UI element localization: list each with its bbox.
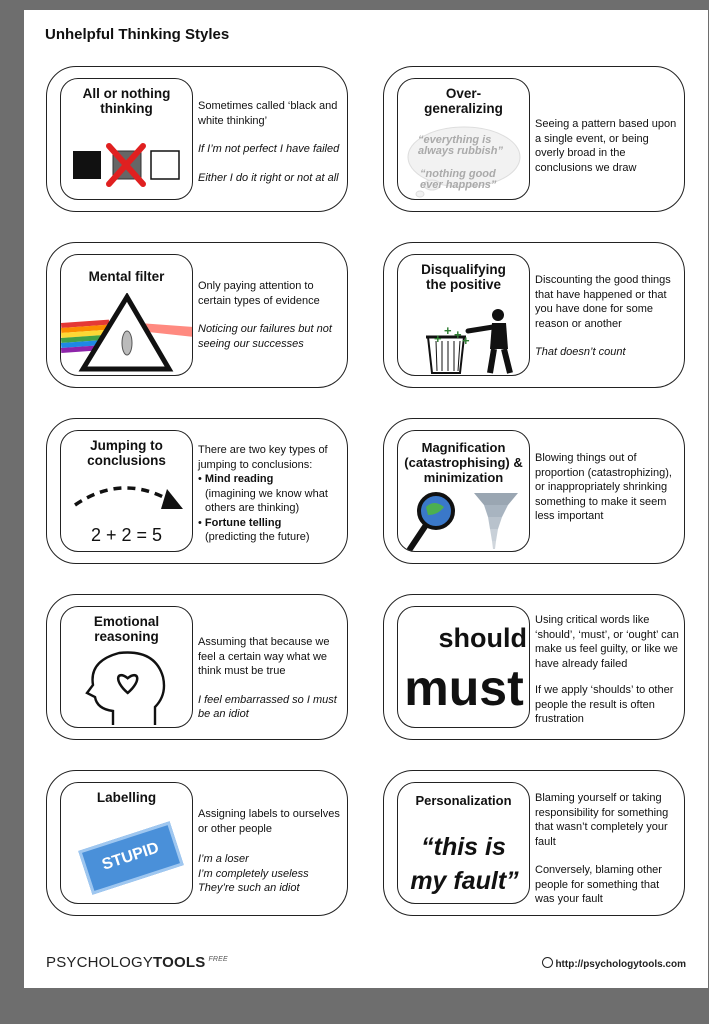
bullet-heading: Fortune telling xyxy=(204,516,282,529)
card-personalization xyxy=(383,770,685,916)
card-description xyxy=(535,613,681,735)
card-example: I’m completely useless xyxy=(198,867,309,880)
bullet-heading: Mind reading xyxy=(204,473,274,485)
card-title: Mental filter xyxy=(88,269,165,284)
quote-line-2: my fault” xyxy=(410,867,519,895)
card-image xyxy=(60,606,193,728)
bullet-list xyxy=(198,472,344,545)
card-image xyxy=(60,78,193,200)
card-description xyxy=(535,117,681,183)
card-description xyxy=(535,791,681,915)
card-description xyxy=(198,443,344,545)
must-word: must xyxy=(404,660,524,716)
card-text: Assigning labels to ourselves or other people xyxy=(198,808,340,835)
card-description xyxy=(198,99,344,193)
card-example: I feel embarrassed so I must be an idiot xyxy=(198,693,337,720)
plus-sign: + xyxy=(444,323,452,338)
card-text: Sometimes called ‘black and white thinking’ xyxy=(198,100,338,127)
globe-icon xyxy=(542,957,553,968)
head-heart-icon xyxy=(75,647,180,727)
card-image xyxy=(60,430,193,552)
plus-sign: + xyxy=(454,327,462,342)
card-image xyxy=(397,782,530,904)
card-example: Noticing our failures but not seeing our successes xyxy=(198,323,332,350)
card-text: Blaming yourself or taking responsibility for something that wasn’t completely your fault xyxy=(535,792,669,848)
card-description xyxy=(535,451,681,532)
worksheet xyxy=(24,10,708,988)
card-title: Over-generalizing xyxy=(424,86,503,116)
bullet-item: • Fortune telling (predicting the future) xyxy=(198,516,310,543)
bullet-text: (predicting the future) xyxy=(205,531,310,543)
card-text: Conversely, blaming other people for something that was your fault xyxy=(535,864,662,905)
quote-line-1: “this is xyxy=(421,833,506,861)
card-title: Emotional reasoning xyxy=(93,614,160,644)
card-example: Either I do it right or not at all xyxy=(198,171,339,184)
card-text: There are two key types of jumping to conclusions: xyxy=(198,444,328,471)
card-example: That doesn’t count xyxy=(535,346,626,358)
magnifier-tornado-icon xyxy=(404,489,526,551)
plus-sign: + xyxy=(462,333,470,348)
logo-text: PSYCHOLOGY xyxy=(46,954,154,971)
page-title: Unhelpful Thinking Styles xyxy=(45,26,230,43)
card-example: I’m a loser xyxy=(198,853,249,865)
card-text: Discounting the good things that have happened or that you have done for some reason or another xyxy=(535,274,671,330)
psychology-tools-logo[interactable] xyxy=(46,954,228,971)
card-example: If I’m not perfect I have failed xyxy=(198,143,340,155)
cloud-text-2: “nothing good ever happens” xyxy=(420,168,497,191)
card-title: Personalization xyxy=(415,793,512,808)
logo-text-bold: TOOLS xyxy=(153,954,206,971)
url-text: http://psychologytools.com xyxy=(555,959,686,970)
card-text: Assuming that because we feel a certain way what we think must be true xyxy=(198,636,330,677)
card-text: Only paying attention to certain types of evidence xyxy=(198,280,320,307)
card-description xyxy=(198,807,344,896)
logo-tag: FREE xyxy=(208,956,228,963)
prism-icon xyxy=(61,293,193,375)
card-text: Using critical words like ‘should’, ‘must’, or ‘ought’ can make us feel guilty, or like we have already failed xyxy=(535,614,679,670)
card-title: Labelling xyxy=(96,790,157,805)
equation-text: 2 + 2 = 5 xyxy=(90,525,163,545)
card-image xyxy=(397,254,530,376)
card-emotional-reasoning xyxy=(46,594,348,740)
card-labelling xyxy=(46,770,348,916)
card-all-or-nothing xyxy=(46,66,348,212)
card-image xyxy=(397,78,530,200)
card-description xyxy=(198,635,344,730)
card-disqualifying-positive xyxy=(383,242,685,388)
stupid-label-icon xyxy=(78,821,184,894)
card-example: They’re such an idiot xyxy=(198,882,300,894)
bullet-text: (imagining we know what others are thinking) xyxy=(205,487,328,514)
card-title: All or nothing thinking xyxy=(82,86,171,116)
card-mental-filter xyxy=(46,242,348,388)
bullet-item: • Mind reading (imagining we know what others are thinking) xyxy=(198,472,344,516)
label-text: STUPID xyxy=(100,839,162,874)
card-should-must xyxy=(383,594,685,740)
should-word: should xyxy=(438,623,527,653)
card-over-generalizing xyxy=(383,66,685,212)
card-text: Blowing things out of proportion (catastrophizing), or inappropriately shrinking something to make it seem less important xyxy=(535,452,672,522)
card-image xyxy=(60,782,193,904)
card-magnification xyxy=(383,418,685,564)
card-title: Magnification (catastrophising) & minimization xyxy=(404,440,523,485)
cloud-text-1: “everything is always rubbish” xyxy=(418,134,503,157)
plus-sign: + xyxy=(434,331,442,346)
card-image xyxy=(60,254,193,376)
card-title: Disqualifying the positive xyxy=(421,262,506,292)
card-title: Jumping to conclusions xyxy=(87,438,166,468)
card-image xyxy=(397,430,530,552)
card-image xyxy=(397,606,530,728)
black-white-squares-icon xyxy=(71,143,183,187)
jump-arrow-icon xyxy=(67,475,189,515)
card-description xyxy=(535,273,681,368)
card-text: Seeing a pattern based upon a single event, or being overly broad in the conclusions we draw xyxy=(535,118,677,174)
card-description xyxy=(198,279,344,359)
website-link[interactable] xyxy=(542,957,686,970)
card-jumping-to-conclusions xyxy=(46,418,348,564)
card-text: If we apply ‘shoulds’ to other people the result is often frustration xyxy=(535,684,674,725)
